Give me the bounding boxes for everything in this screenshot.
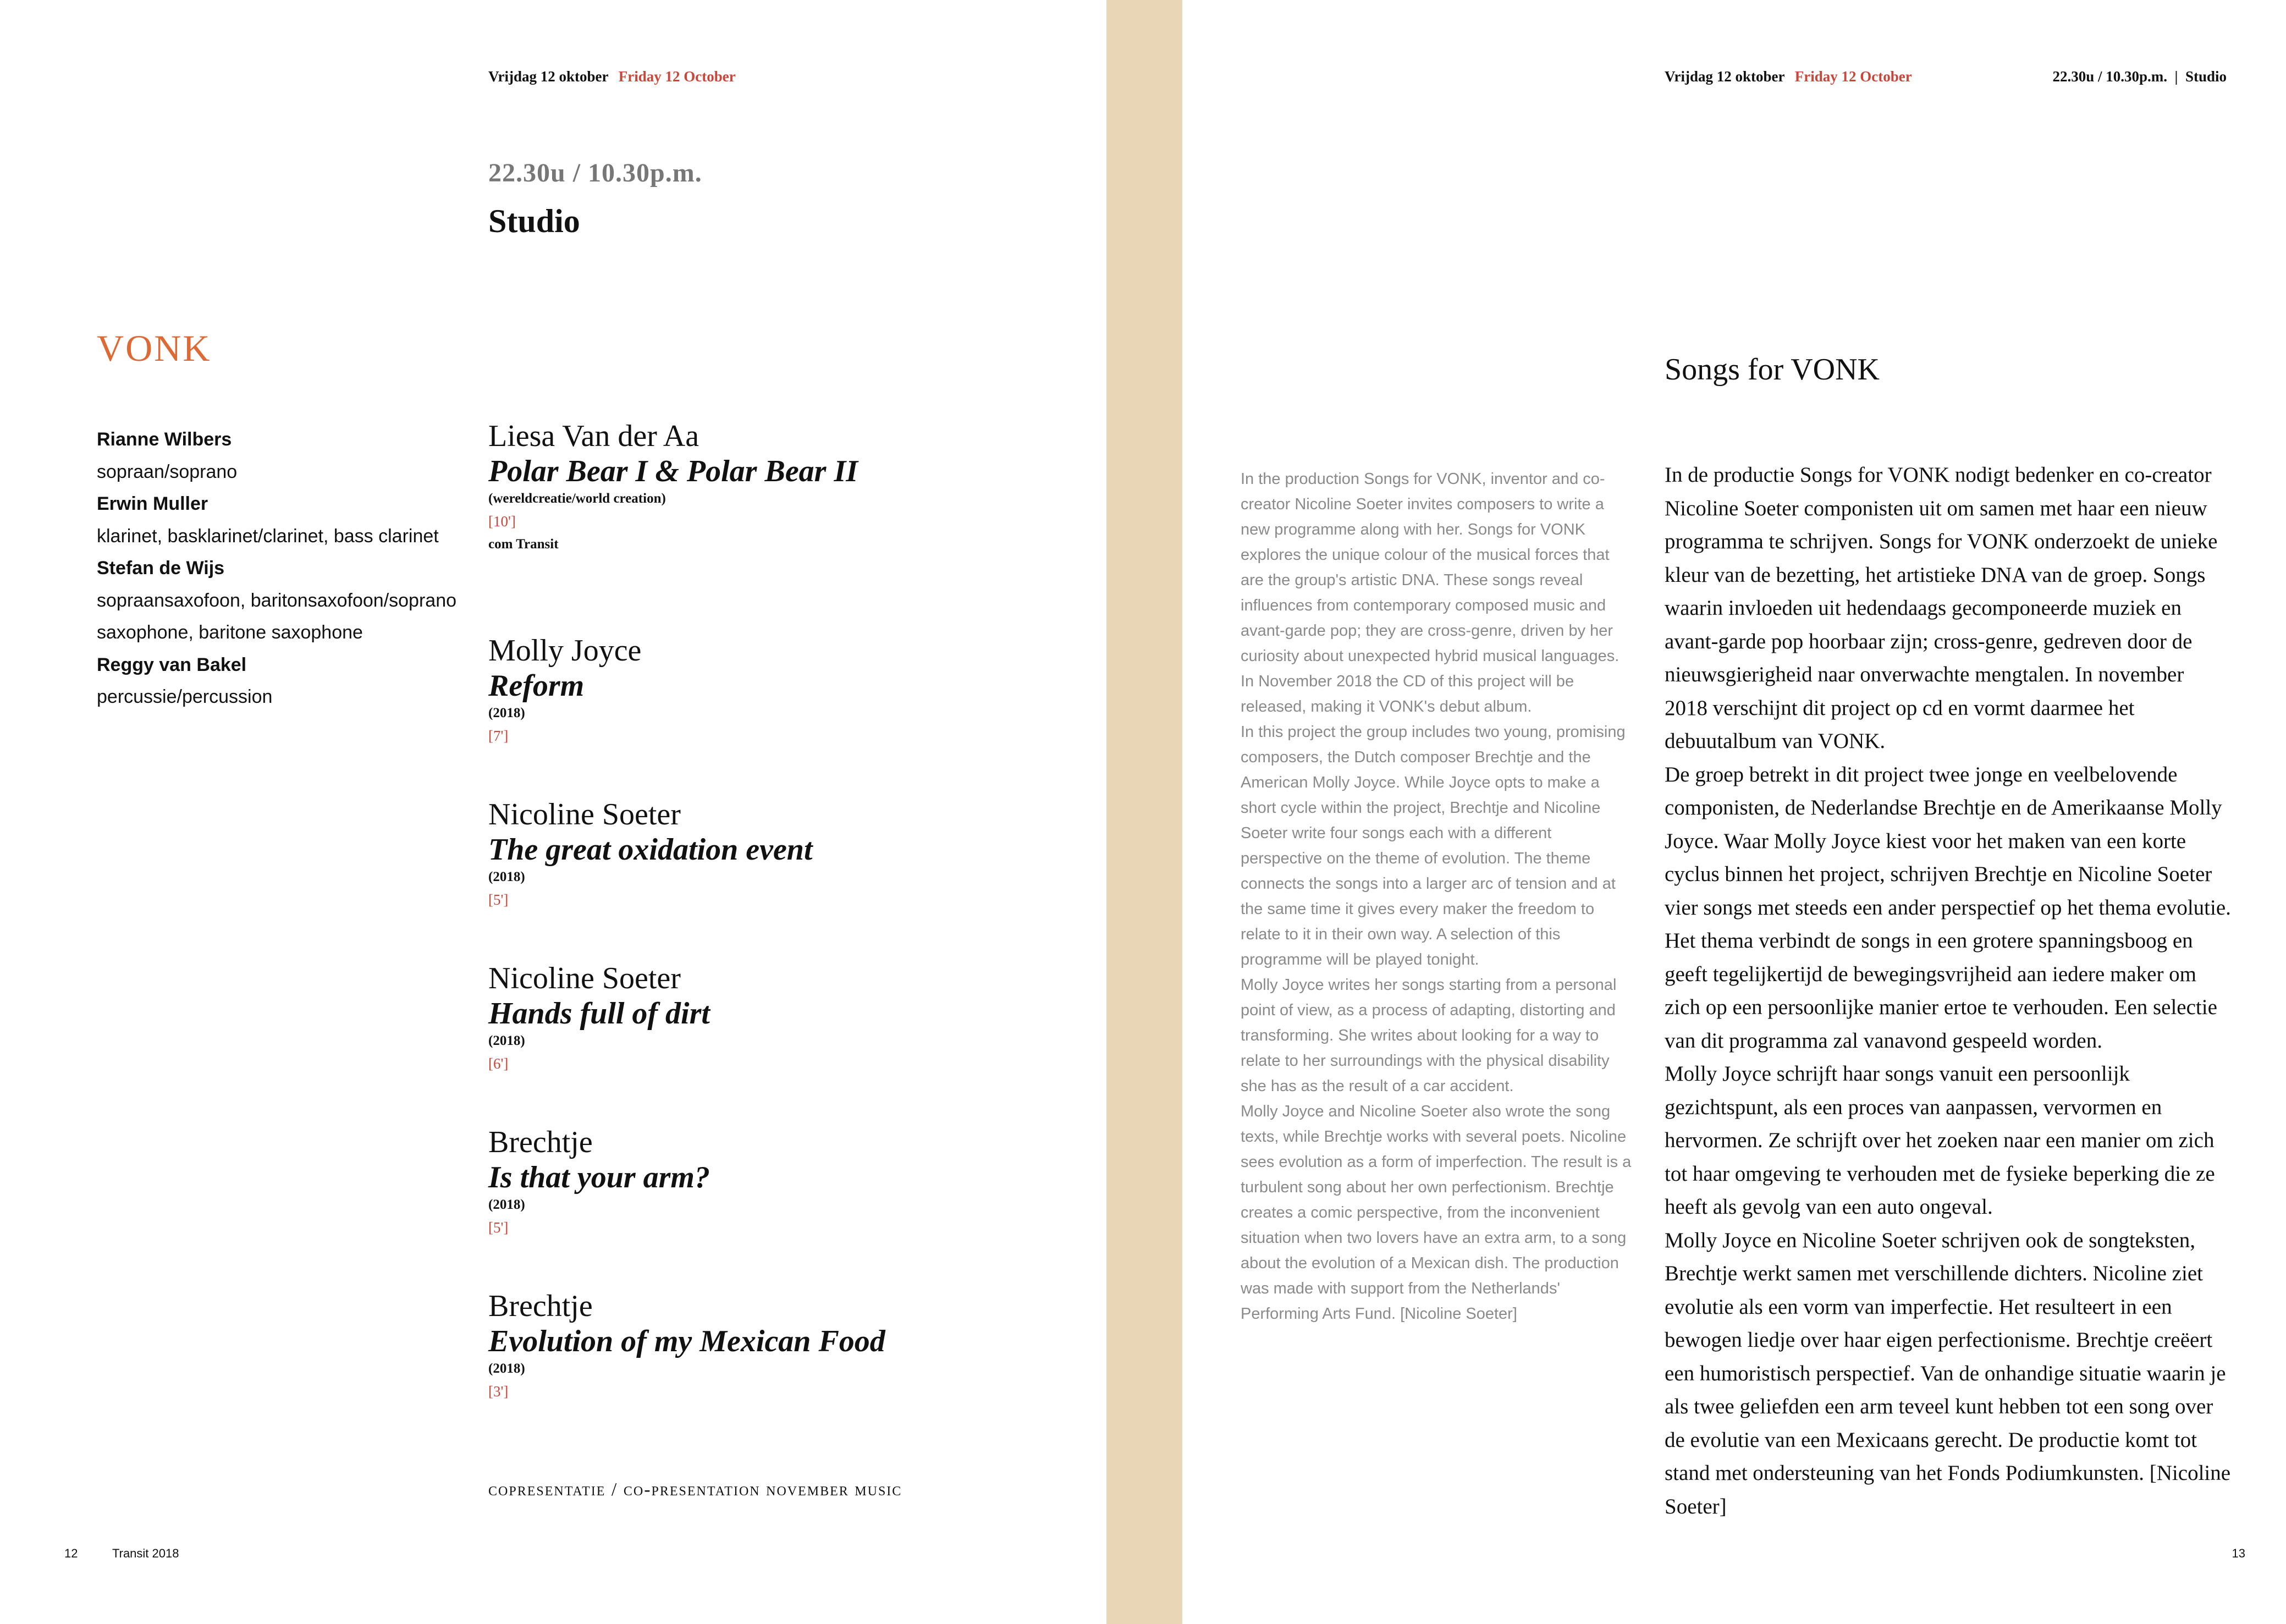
performer-role: klarinet, basklarinet/clarinet, bass clarinet: [97, 525, 439, 547]
running-head-time-venue: 22.30u / 10.30p.m. | Studio: [2052, 68, 2227, 85]
work-item: [488, 960, 1093, 1076]
work-title: Reform: [488, 669, 585, 703]
work-duration: [10']: [488, 513, 516, 530]
running-head: [1665, 68, 1912, 85]
performer-name: Reggy van Bakel: [97, 654, 247, 675]
work-title: The great oxidation event: [488, 833, 813, 867]
english-paragraph: In this project the group includes two young, promising composers, the Dutch composer Brechtje and the American Molly Joyce. While Joyce opts to make a short cycle within the project, Brechtje and Nicoline Soeter write four songs each with a different perspective on the theme of evolution. The theme connects the songs into a larger arc of tension and at the same time it gives every maker the freedom to relate to it in their own way. A selection of this programme will be played tonight.: [1241, 723, 1626, 968]
performer-name: Rianne Wilbers: [97, 429, 232, 450]
spine-gutter: [1106, 0, 1182, 1624]
work-meta: (2018): [488, 706, 525, 720]
work-composer: Molly Joyce: [488, 634, 642, 668]
work-meta: (2018): [488, 1361, 525, 1376]
work-meta: (2018): [488, 869, 525, 884]
work-item: [488, 632, 1093, 748]
work-item: [488, 796, 1093, 912]
work-item: [488, 1288, 1093, 1403]
work-duration: [5']: [488, 1219, 509, 1236]
english-paragraph: In the production Songs for VONK, inventor and co-creator Nicoline Soeter invites composers to write a new programme along with her. Songs for VONK explores the unique colour of the musical forces that are the group's artistic DNA. These songs reveal influences from contemporary composed music and avant-garde pop; they are cross-genre, driven by her curiosity about unexpected hybrid musical languages. In November 2018 the CD of this project will be released, making it VONK's debut album.: [1241, 470, 1620, 715]
work-composer: Nicoline Soeter: [488, 797, 681, 832]
dutch-paragraph: Molly Joyce en Nicoline Soeter schrijven ook de songteksten, Brechtje werkt samen met verschillende dichters. Nicoline ziet evolutie als een vorm van imperfectie. Het resulteert in een bewogen liedje over haar eigen perfectionisme. Brechtje creëert een humoristisch perspectief. Van de onhandige situatie waarin je als twee geliefden een arm teveel kunt hebben tot een song over de evolutie van een Mexicaans gerecht. De productie komt tot stand met ondersteuning van het Fonds Podiumkunsten. [Nicoline Soeter]: [1665, 1228, 2231, 1518]
running-head-dutch: Vrijdag 12 oktober: [1665, 68, 1784, 85]
running-head: [488, 68, 736, 85]
page-number-right: 13: [2232, 1546, 2245, 1560]
performer-list: [97, 423, 482, 713]
concert-time: 22.30u / 10.30p.m.: [488, 158, 702, 188]
dutch-paragraph: Molly Joyce schrijft haar songs vanuit een persoonlijk gezichtspunt, als een proces van aanpassen, vervormen en hervormen. Ze schrijft over het zoeken naar een manier om zich tot haar omgeving te verhouden met de fysieke beperking die ze heeft als gevolg van een auto ongeval.: [1665, 1062, 2215, 1219]
english-paragraph: Molly Joyce and Nicoline Soeter also wrote the song texts, while Brechtje works with several poets. Nicoline sees evolution as a form of imperfection. The result is a turbulent song about her own perfectionism. Brechtje creates a comic perspective, from the inconvenient situation when two lovers have an extra arm, to a song about the evolution of a Mexican dish. The production was made with support from the Netherlands' Performing Arts Fund. [Nicoline Soeter]: [1241, 1103, 1632, 1323]
work-duration: [6']: [488, 1055, 509, 1072]
venue-title: Studio: [488, 203, 580, 239]
work-composer: Nicoline Soeter: [488, 961, 681, 995]
work-composer: Brechtje: [488, 1289, 593, 1323]
performer-role: percussie/percussion: [97, 686, 273, 707]
dutch-text: [1665, 459, 2231, 1523]
english-text: [1241, 466, 1637, 1326]
dutch-paragraph: In de productie Songs for VONK nodigt bedenker en co-creator Nicoline Soeter componisten uit om samen met haar een nieuw programma te schrijven. Songs for VONK onderzoekt de unieke kleur van de bezetting, het artistieke DNA van de groep. Songs waarin invloeden uit hedendaags gecomponeerde muziek en avant-garde pop hoorbaar zijn; cross-genre, gedreven door de nieuwsgierigheid naar onverwachte mengtalen. In november 2018 verschijnt dit project op cd en vormt daarmee het debuutalbum van VONK.: [1665, 463, 2218, 753]
dutch-paragraph: De groep betrekt in dit project twee jonge en veelbelovende componisten, de Nederlandse Brechtje en de Amerikaanse Molly Joyce. Waar Molly Joyce kiest voor het maken van een korte cyclus binnen het project, schrijven Brechtje en Nicoline Soeter vier songs met steeds een ander perspectief op het thema evolutie. Het thema verbindt de songs in een grotere spanningsboog en geeft tegelijkertijd de bewegingsvrijheid aan iedere maker om zich op een persoonlijke manier ertoe te verhouden. Een selectie van dit programma zal vanavond gespeeld worden.: [1665, 762, 2231, 1053]
work-commission: com Transit: [488, 537, 559, 552]
work-meta: (2018): [488, 1033, 525, 1048]
work-title: Polar Bear I & Polar Bear II: [488, 454, 858, 488]
running-head-english: Friday 12 October: [618, 68, 736, 85]
performer-role: sopraansaxofoon, baritonsaxofoon/soprano saxophone, baritone saxophone: [97, 590, 457, 643]
work-duration: [5']: [488, 891, 509, 908]
work-title: Evolution of my Mexican Food: [488, 1324, 885, 1358]
running-head-english: Friday 12 October: [1794, 68, 1912, 85]
work-duration: [7']: [488, 728, 509, 744]
right-page: [1182, 0, 2286, 1624]
work-meta: (wereldcreatie/world creation): [488, 491, 666, 506]
work-composer: Brechtje: [488, 1125, 593, 1159]
ensemble-title: VONK: [97, 327, 212, 369]
work-composer: Liesa Van der Aa: [488, 419, 699, 453]
performer-name: Stefan de Wijs: [97, 558, 225, 579]
english-paragraph: Molly Joyce writes her songs starting from a personal point of view, as a process of adapting, distorting and transforming. She writes about looking for a way to relate to her surroundings with the physical disability she has as the result of a car accident.: [1241, 976, 1617, 1095]
left-page: [0, 0, 1106, 1624]
running-head-dutch: Vrijdag 12 oktober: [488, 68, 608, 85]
work-title: Is that your arm?: [488, 1160, 710, 1194]
page-number-left: 12: [64, 1546, 78, 1560]
copresentation-credit: copresentatie / co-presentation november music: [488, 1479, 902, 1500]
article-title: Songs for VONK: [1665, 353, 1880, 387]
performer-role: sopraan/soprano: [97, 461, 238, 482]
publication-name: Transit 2018: [112, 1546, 179, 1560]
performer-name: Erwin Muller: [97, 493, 208, 514]
work-title: Hands full of dirt: [488, 997, 710, 1031]
work-item: [488, 418, 1093, 555]
work-item: [488, 1124, 1093, 1240]
work-meta: (2018): [488, 1197, 525, 1212]
work-duration: [3']: [488, 1383, 509, 1400]
